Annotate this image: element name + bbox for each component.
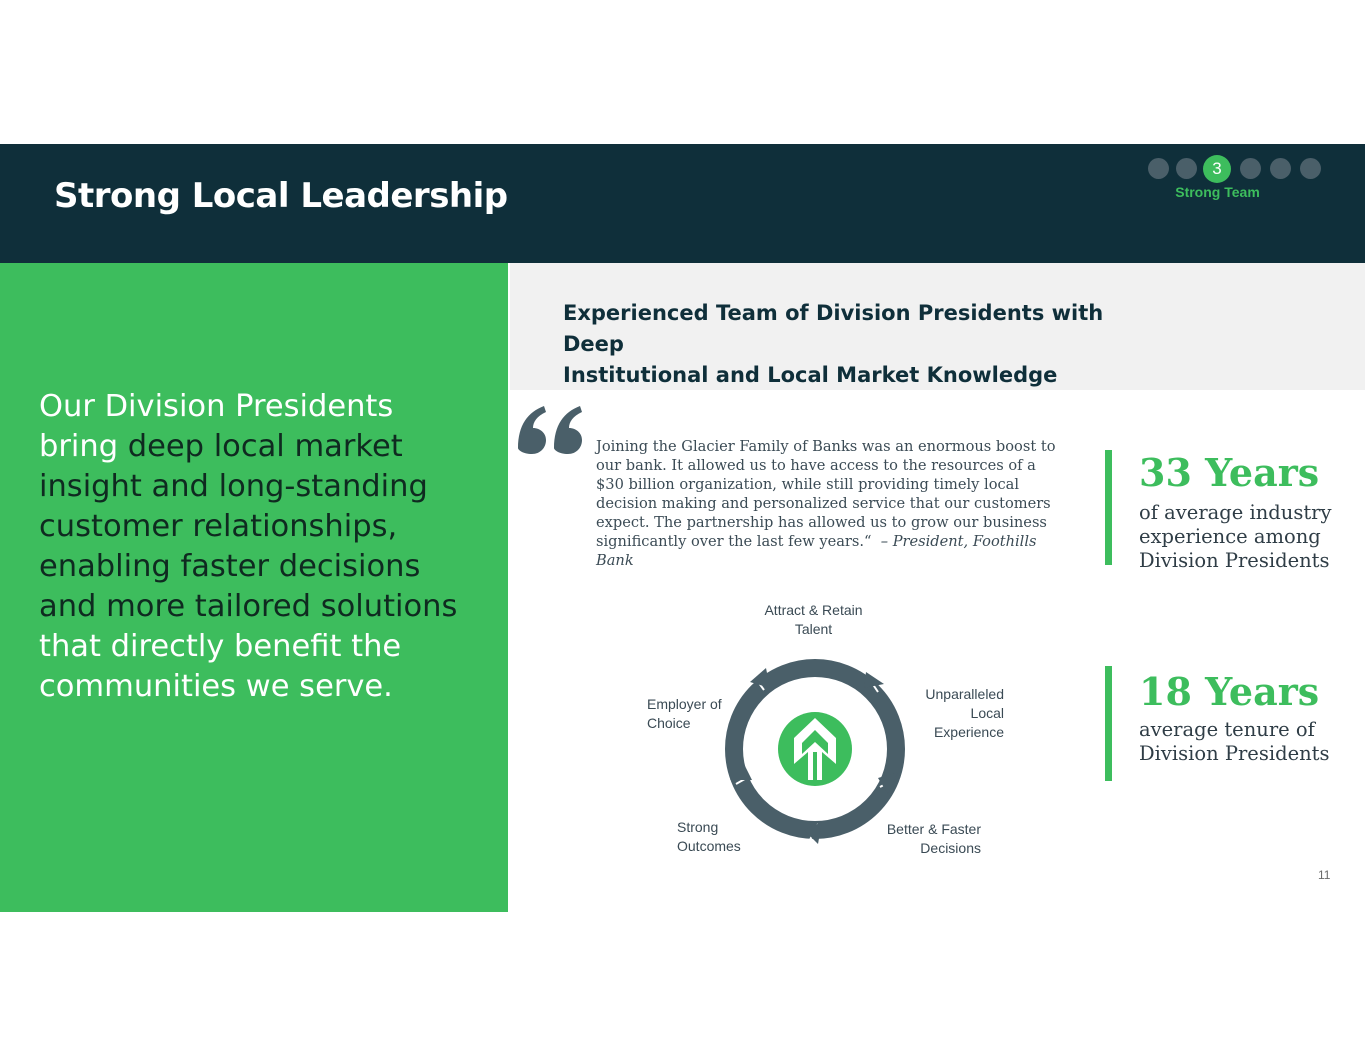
section-progress xyxy=(1148,156,1323,182)
lead-text-outro: that directly benefit the communities we serve. xyxy=(39,629,402,704)
stat-number: 33 Years xyxy=(1139,450,1320,495)
quote-mark-icon xyxy=(516,400,586,460)
stat-tenure xyxy=(1105,666,1355,781)
slide xyxy=(0,144,1365,912)
lead-text-intro: Our Division Presidents bring xyxy=(39,389,394,464)
page-number: 11 xyxy=(1318,868,1331,882)
progress-dot xyxy=(1270,158,1291,179)
testimonial-quote xyxy=(596,437,1066,570)
stat-accent-bar xyxy=(1105,450,1112,565)
progress-dot-active: 3 xyxy=(1203,155,1231,183)
progress-dot xyxy=(1300,158,1321,179)
progress-dot xyxy=(1176,158,1197,179)
header-bar xyxy=(0,144,1365,263)
subhead-line-2: Institutional and Local Market Knowledge xyxy=(563,363,1058,387)
cycle-label-top: Attract & Retain Talent xyxy=(764,602,863,637)
progress-dot xyxy=(1240,158,1261,179)
section-label: Strong Team xyxy=(1175,184,1260,200)
cycle-diagram xyxy=(718,652,912,846)
subhead-banner xyxy=(510,263,1365,390)
subhead-line-1: Experienced Team of Division Presidents with Deep xyxy=(563,301,1104,356)
cycle-label-bottom-left: Strong Outcomes xyxy=(677,819,741,854)
quote-attribution: – President, Foothills Bank xyxy=(596,533,1037,569)
progress-dot xyxy=(1148,158,1169,179)
stat-number: 18 Years xyxy=(1139,669,1320,714)
stat-description: of average industry experience among Division Presidents xyxy=(1139,501,1332,572)
left-panel xyxy=(0,263,508,912)
stat-experience xyxy=(1105,450,1355,572)
lead-statement xyxy=(39,387,479,707)
page-title: Strong Local Leadership xyxy=(54,176,508,216)
section-subhead xyxy=(563,298,1163,391)
cycle-label-bottom-right: Better & Faster Decisions xyxy=(886,821,981,856)
cycle-label-left: Employer of Choice xyxy=(647,696,722,731)
cycle-label-right: Unparalleled Local Experience xyxy=(925,686,1004,740)
stat-accent-bar xyxy=(1105,666,1112,781)
lead-text-highlight: deep local market insight and long-standing customer relationships, enabling faster decisions and more tailored solutions xyxy=(39,429,458,624)
stat-description: average tenure of Division Presidents xyxy=(1139,718,1330,765)
quote-text: Joining the Glacier Family of Banks was an enormous boost to our bank. It allowed us to have access to the resources of a $30 billion organization, while still providing timely local decision making and personalized service that our customers expect. The partnership has allowed us to grow our business significantly over the last few years.“ xyxy=(596,438,1056,550)
